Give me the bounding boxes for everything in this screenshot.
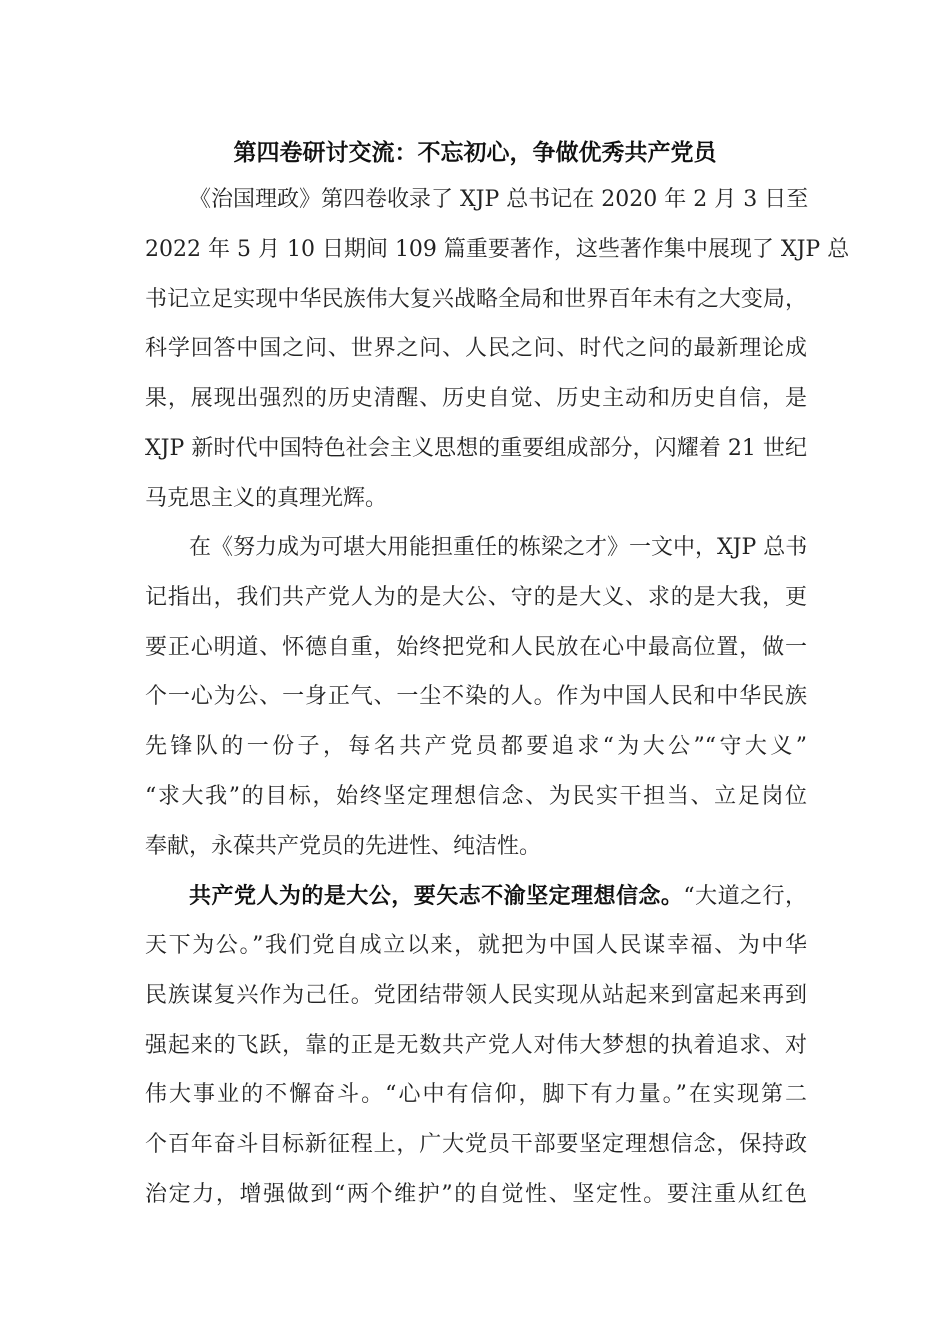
text-line: 个一心为公、一身正气、一尘不染的人。作为中国人民和中华民族: [145, 684, 807, 709]
text-line: 强起来的飞跃，靠的正是无数共产党人对伟大梦想的执着追求、对: [145, 1033, 807, 1058]
text-line: 马克思主义的真理光辉。: [145, 486, 388, 511]
text-span: “大道之行，: [683, 884, 807, 909]
text-line: 书记立足实现中华民族伟大复兴战略全局和世界百年未有之大变局，: [145, 287, 807, 312]
text-line: 民族谋复兴作为己任。党团结带领人民实现从站起来到富起来再到: [145, 983, 807, 1008]
text-line: “求大我”的目标，始终坚定理想信念、为民实干担当、立足岗位: [145, 784, 807, 809]
text-line: 先锋队的一份子，每名共产党员都要追求“为大公”“守大义”: [145, 734, 807, 759]
text-line: 在《努力成为可堪大用能担重任的栋梁之才》一文中，XJP 总书: [189, 535, 808, 560]
document-title: 第四卷研讨交流：不忘初心，争做优秀共产党员: [233, 139, 717, 166]
text-line: XJP 新时代中国特色社会主义思想的重要组成部分，闪耀着 21 世纪: [145, 436, 807, 461]
text-line: 果，展现出强烈的历史清醒、历史自觉、历史主动和历史自信，是: [145, 386, 807, 411]
text-line: 伟大事业的不懈奋斗。“心中有信仰，脚下有力量。”在实现第二: [145, 1082, 807, 1107]
text-line: 记指出，我们共产党人为的是大公、守的是大义、求的是大我，更: [145, 585, 807, 610]
bold-lead-sentence: 共产党人为的是大公，要矢志不渝坚定理想信念。: [189, 883, 684, 909]
text-line: [189, 881, 807, 911]
text-line: 治定力，增强做到“两个维护”的自觉性、坚定性。要注重从红色: [145, 1182, 807, 1207]
text-line: 个百年奋斗目标新征程上，广大党员干部要坚定理想信念，保持政: [145, 1132, 807, 1157]
text-line: 2022 年 5 月 10 日期间 109 篇重要著作，这些著作集中展现了 XJP 总: [145, 237, 850, 262]
text-line: 天下为公。”我们党自成立以来，就把为中国人民谋幸福、为中华: [145, 933, 807, 958]
text-line: 《治国理政》第四卷收录了 XJP 总书记在 2020 年 2 月 3 日至: [189, 187, 809, 212]
text-line: 科学回答中国之问、世界之问、人民之问、时代之问的最新理论成: [145, 336, 807, 361]
text-line: 要正心明道、怀德自重，始终把党和人民放在心中最高位置，做一: [145, 635, 807, 660]
text-line: 奉献，永葆共产党员的先进性、纯洁性。: [145, 834, 542, 859]
